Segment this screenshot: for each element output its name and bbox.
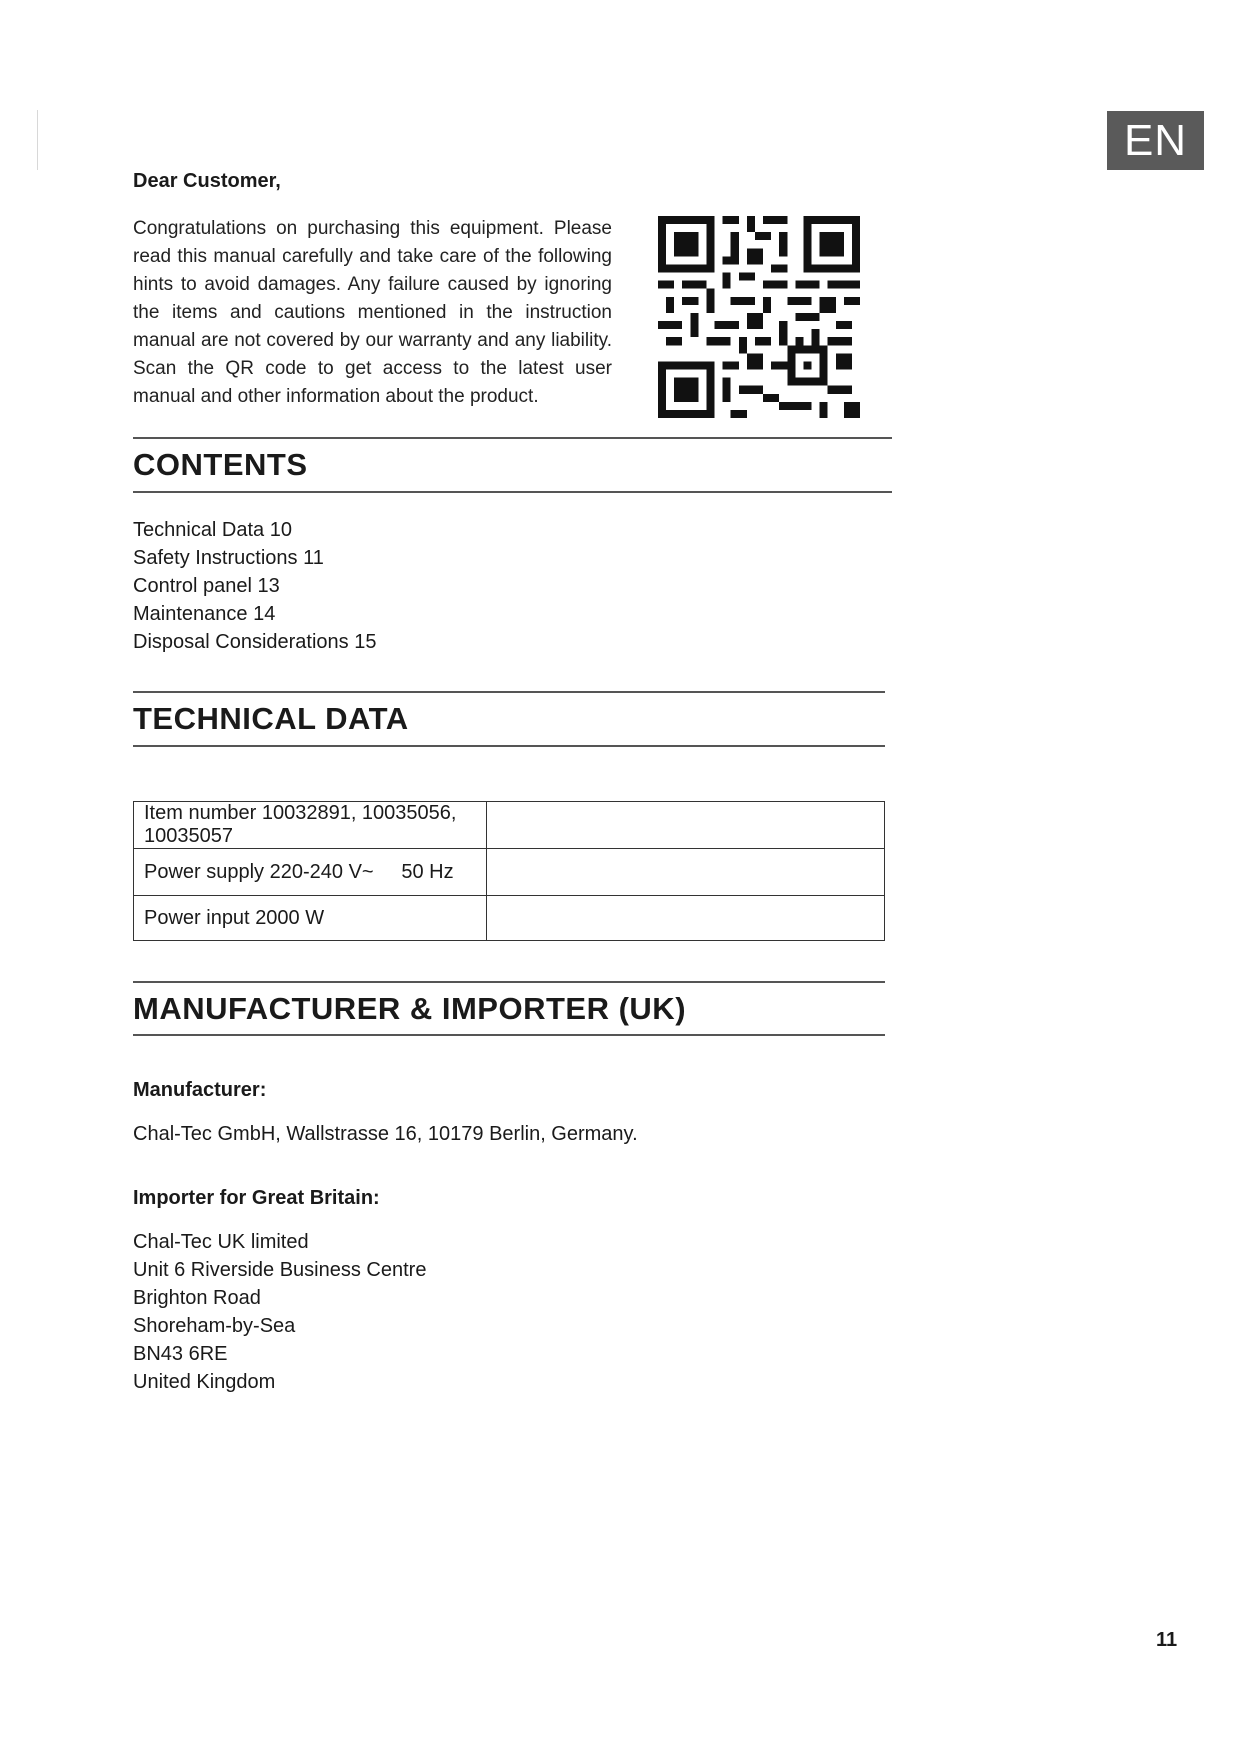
address-line: Brighton Road [133,1287,261,1309]
section-rule-bottom [133,491,892,493]
manufacturer-label: Manufacturer: [133,1079,267,1101]
table-row [134,802,885,849]
importer-label: Importer for Great Britain: [133,1187,380,1209]
spec-empty-cell [487,802,885,849]
toc-item[interactable]: Maintenance 14 [133,603,276,625]
address-line: BN43 6RE [133,1343,228,1365]
spec-label-cell: Power input 2000 W [134,896,487,941]
toc-item[interactable]: Technical Data 10 [133,519,292,541]
manufacturer-heading: MANUFACTURER & IMPORTER (UK) [133,991,687,1026]
spec-value: 220-240 V~ 50 Hz [269,860,454,883]
spec-empty-cell [487,896,885,941]
address-line: United Kingdom [133,1371,276,1393]
qr-code-image [658,216,860,418]
toc-item[interactable]: Safety Instructions 11 [133,547,324,569]
section-rule-top [133,981,885,983]
table-of-contents [133,516,376,656]
margin-line [37,110,38,170]
spec-value: 10032891, 10035056, 10035057 [144,802,457,847]
spec-value: 2000 W [255,906,325,929]
spec-label-cell: Item number 10032891, 10035056, 10035057 [134,802,487,849]
section-rule-top [133,437,892,439]
section-rule-bottom [133,745,885,747]
manufacturer-address: Chal-Tec GmbH, Wallstrasse 16, 10179 Berlin, Germany. [133,1123,638,1145]
technical-data-heading: TECHNICAL DATA [133,701,409,736]
address-line: Unit 6 Riverside Business Centre [133,1259,427,1281]
spec-empty-cell [487,849,885,896]
address-line: Chal-Tec UK limited [133,1231,309,1253]
language-badge: EN [1107,111,1204,170]
table-row [134,896,885,941]
spec-label-cell: Power supply 220-240 V~ 50 Hz [134,849,487,896]
section-rule-top [133,691,885,693]
importer-address [133,1228,426,1396]
page-number: 11 [1156,1629,1178,1651]
section-rule-bottom [133,1034,885,1036]
toc-item[interactable]: Disposal Considerations 15 [133,631,377,653]
contents-heading: CONTENTS [133,447,308,482]
greeting: Dear Customer, [133,170,281,192]
address-line: Shoreham-by-Sea [133,1315,296,1337]
toc-item[interactable]: Control panel 13 [133,575,280,597]
table-row [134,849,885,896]
technical-data-table [133,801,885,941]
intro-paragraph: Congratulations on purchasing this equipment. Please read this manual carefully and take care of the following hints to avoid damages. Any failure caused by ignoring the items and cautions mentioned in the instruction manual are not covered by our warranty and any liability. Scan the QR code to get access to the latest user manual and other information about the product. [133,218,612,407]
